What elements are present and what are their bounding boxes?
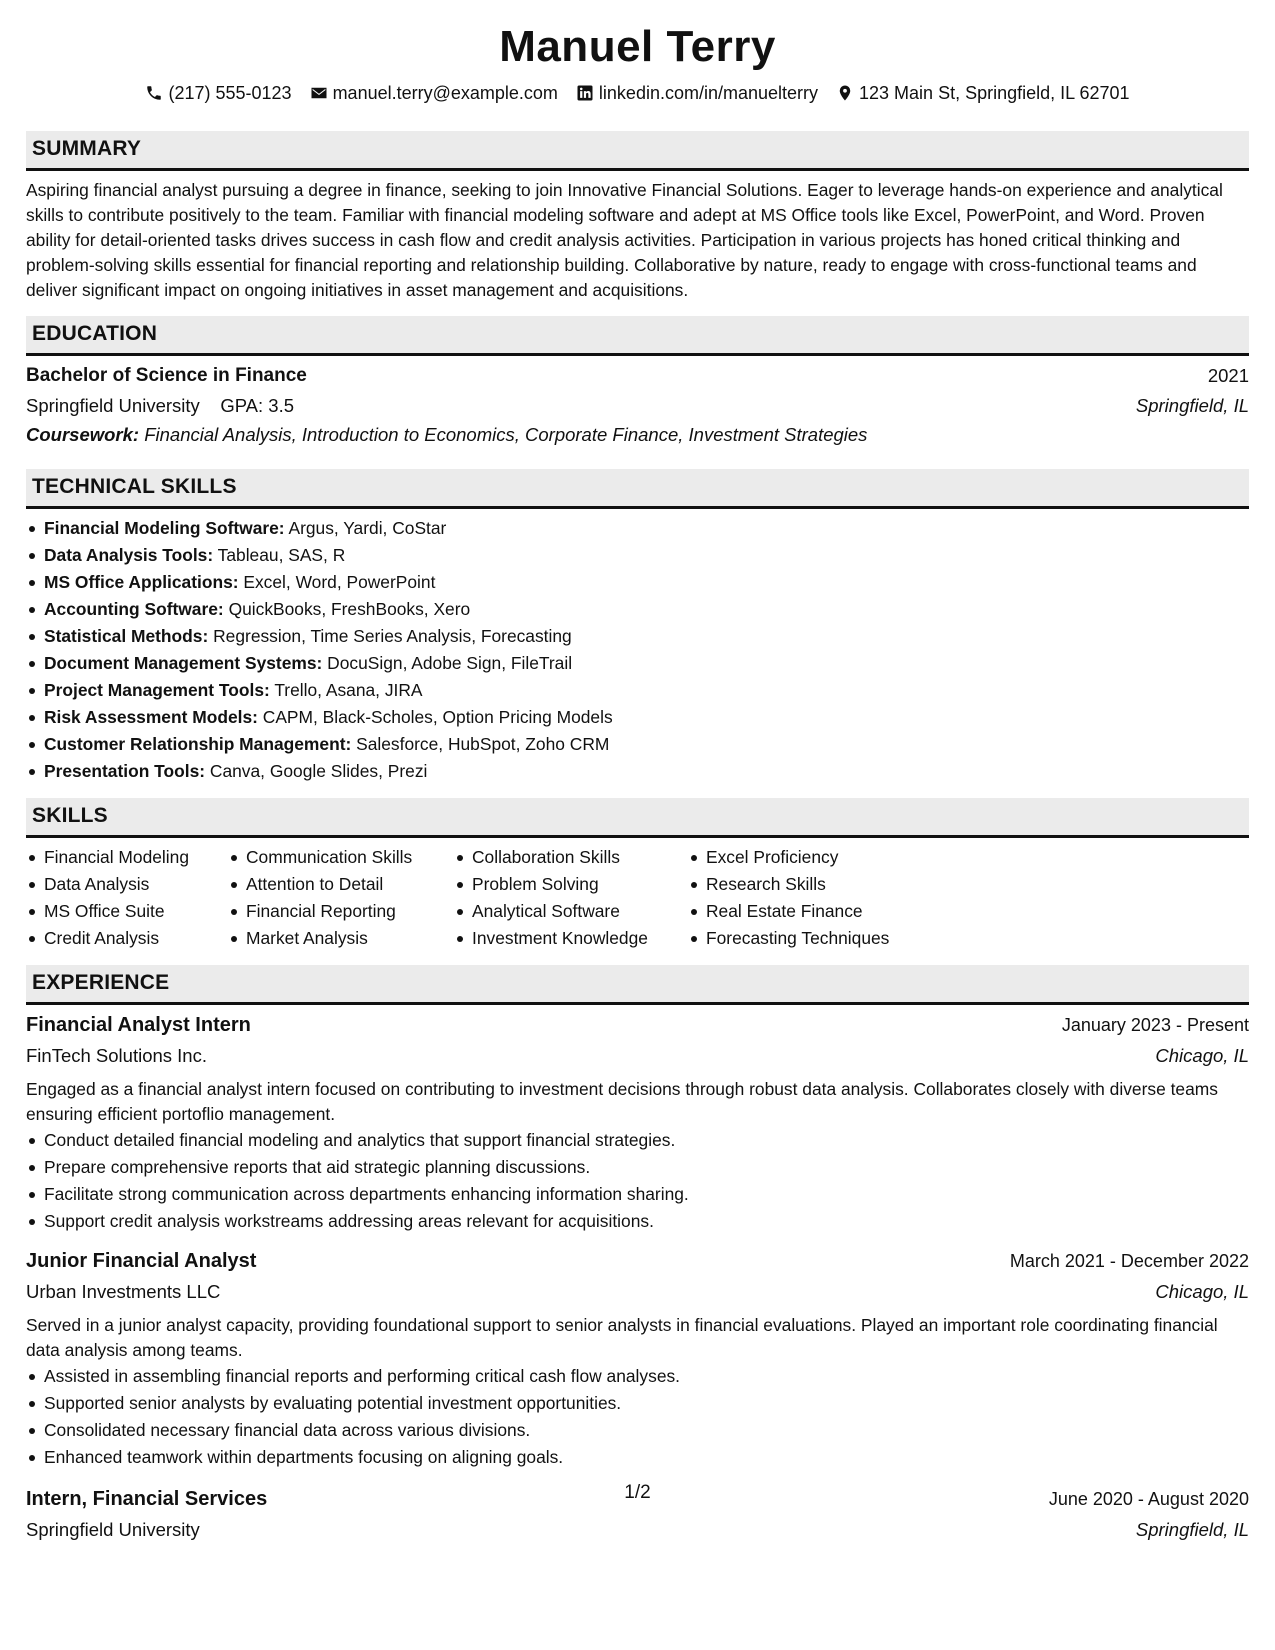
skill-item: Research Skills — [688, 871, 928, 898]
technical-skill-label: Document Management Systems: — [44, 653, 323, 673]
technical-skill-label: MS Office Applications: — [44, 572, 239, 592]
job-bullets — [26, 1363, 1249, 1471]
summary-text: Aspiring financial analyst pursuing a degree in finance, seeking to join Innovative Financial Solutions. Eager to leverage hands-on experience and analytical skills to contribute positively to the team. Familiar with financial modeling software and adept at MS Office tools like Excel, PowerPoint, and Word. Proven ability for detail-oriented tasks drives success in cash flow and credit analysis activities. Participation in various projects has honed critical thinking and problem-solving skills essential for financial reporting and relationship building. Collaborative by nature, ready to engage with cross-functional teams and deliver significant impact on ongoing initiatives in asset management and acquisitions. — [26, 180, 1223, 300]
linkedin-icon — [576, 84, 594, 102]
section-header-summary: SUMMARY — [26, 131, 1249, 171]
skill-item: Excel Proficiency — [688, 844, 928, 871]
gpa: GPA: 3.5 — [220, 394, 295, 416]
job-bullets — [26, 1127, 1249, 1235]
graduation-year: 2021 — [1207, 365, 1249, 386]
job-bullet: Consolidated necessary financial data across various divisions. — [26, 1417, 1249, 1444]
job-dates: June 2020 - August 2020 — [1048, 1488, 1249, 1509]
contact-phone[interactable] — [145, 83, 291, 104]
skill-item: Attention to Detail — [228, 871, 454, 898]
technical-skill-value: Excel, Word, PowerPoint — [243, 572, 436, 592]
skills-column — [688, 844, 928, 952]
job-location: Chicago, IL — [1155, 1045, 1249, 1066]
contact-address — [836, 83, 1130, 104]
technical-skill-item — [26, 623, 1249, 650]
technical-skill-label: Presentation Tools: — [44, 761, 206, 781]
technical-skill-item — [26, 758, 1249, 785]
envelope-icon — [310, 84, 328, 102]
job-bullet: Enhanced teamwork within departments focusing on aligning goals. — [26, 1444, 1249, 1471]
job-bullet: Facilitate strong communication across departments enhancing information sharing. — [26, 1181, 1249, 1208]
contact-linkedin[interactable] — [576, 83, 818, 104]
job-title: Financial Analyst Intern — [26, 1013, 251, 1036]
technical-skill-label: Data Analysis Tools: — [44, 545, 214, 565]
phone-icon — [145, 84, 163, 102]
section-header-education: EDUCATION — [26, 316, 1249, 356]
technical-skill-value: Trello, Asana, JIRA — [274, 680, 423, 700]
job-bullet: Prepare comprehensive reports that aid strategic planning discussions. — [26, 1154, 1249, 1181]
skill-item: Market Analysis — [228, 925, 454, 952]
degree-title: Bachelor of Science in Finance — [26, 365, 307, 386]
school-name: Springfield University — [26, 394, 200, 416]
skills-column — [228, 844, 454, 952]
technical-skill-label: Risk Assessment Models: — [44, 707, 258, 727]
skill-item: Financial Modeling — [26, 844, 228, 871]
job-location: Springfield, IL — [1135, 1519, 1249, 1540]
job-dates: January 2023 - Present — [1061, 1014, 1249, 1035]
job-description: Engaged as a financial analyst intern focused on contributing to investment decisions through robust data analysis. Collaborates closely with diverse teams ensuring efficient portoflio management. — [26, 1079, 1218, 1124]
technical-skill-label: Project Management Tools: — [44, 680, 270, 700]
technical-skill-value: QuickBooks, FreshBooks, Xero — [228, 599, 471, 619]
technical-skill-label: Accounting Software: — [44, 599, 224, 619]
phone-text: (217) 555-0123 — [168, 82, 292, 103]
skill-item: Financial Reporting — [228, 898, 454, 925]
skills-column — [26, 844, 228, 952]
technical-skill-item — [26, 650, 1249, 677]
skills-grid — [26, 844, 1249, 952]
job-bullet: Conduct detailed financial modeling and analytics that support financial strategies. — [26, 1127, 1249, 1154]
coursework-line — [26, 420, 1249, 450]
technical-skill-value: Salesforce, HubSpot, Zoho CRM — [356, 734, 610, 754]
technical-skill-item — [26, 515, 1249, 542]
technical-skill-item — [26, 677, 1249, 704]
skill-item: Real Estate Finance — [688, 898, 928, 925]
technical-skill-value: Canva, Google Slides, Prezi — [209, 761, 428, 781]
job-description: Served in a junior analyst capacity, providing foundational support to senior analysts in financial evaluations. Played an important role coordinating financial data analysis among teams. — [26, 1315, 1218, 1360]
technical-skill-item — [26, 731, 1249, 758]
technical-skill-label: Statistical Methods: — [44, 626, 209, 646]
job-company: FinTech Solutions Inc. — [26, 1045, 207, 1066]
job-bullet: Supported senior analysts by evaluating potential investment opportunities. — [26, 1390, 1249, 1417]
candidate-name: Manuel Terry — [499, 22, 776, 71]
technical-skills-list — [26, 515, 1249, 785]
skill-item: MS Office Suite — [26, 898, 228, 925]
technical-skill-value: Regression, Time Series Analysis, Forecasting — [213, 626, 572, 646]
technical-skill-value: CAPM, Black-Scholes, Option Pricing Models — [262, 707, 613, 727]
technical-skill-label: Financial Modeling Software: — [44, 518, 285, 538]
job-bullet: Assisted in assembling financial reports and performing critical cash flow analyses. — [26, 1363, 1249, 1390]
skill-item: Forecasting Techniques — [688, 925, 928, 952]
technical-skill-item — [26, 569, 1249, 596]
school-line — [26, 395, 294, 417]
job-title: Junior Financial Analyst — [26, 1249, 257, 1272]
skill-item: Data Analysis — [26, 871, 228, 898]
technical-skill-label: Customer Relationship Management: — [44, 734, 352, 754]
job-title: Intern, Financial Services — [26, 1487, 268, 1510]
coursework-label: Coursework: — [26, 424, 140, 445]
map-pin-icon — [836, 84, 854, 102]
coursework-list: Financial Analysis, Introduction to Economics, Corporate Finance, Investment Strategies — [144, 424, 868, 445]
job-company: Urban Investments LLC — [26, 1281, 221, 1302]
skill-item: Problem Solving — [454, 871, 688, 898]
school-location: Springfield, IL — [1135, 394, 1249, 416]
job-dates: March 2021 - December 2022 — [1009, 1250, 1249, 1271]
job-company: Springfield University — [26, 1519, 200, 1540]
job-entry — [26, 1009, 1249, 1235]
job-bullet: Support credit analysis workstreams addressing areas relevant for acquisitions. — [26, 1208, 1249, 1235]
contact-bar — [26, 78, 1249, 108]
address-text: 123 Main St, Springfield, IL 62701 — [859, 82, 1130, 103]
email-text: manuel.terry@example.com — [332, 82, 558, 103]
technical-skill-item — [26, 596, 1249, 623]
technical-skill-value: Argus, Yardi, CoStar — [288, 518, 447, 538]
contact-email[interactable] — [310, 83, 558, 104]
technical-skill-value: DocuSign, Adobe Sign, FileTrail — [327, 653, 573, 673]
skill-item: Collaboration Skills — [454, 844, 688, 871]
technical-skill-item — [26, 542, 1249, 569]
education-entry — [26, 361, 1249, 450]
skill-item: Investment Knowledge — [454, 925, 688, 952]
technical-skill-item — [26, 704, 1249, 731]
skill-item: Analytical Software — [454, 898, 688, 925]
skills-column — [454, 844, 688, 952]
page-number: 1/2 — [624, 1482, 651, 1503]
section-header-skills: SKILLS — [26, 798, 1249, 838]
section-header-technical-skills: TECHNICAL SKILLS — [26, 469, 1249, 509]
section-header-experience: EXPERIENCE — [26, 965, 1249, 1005]
skill-item: Communication Skills — [228, 844, 454, 871]
linkedin-text: linkedin.com/in/manuelterry — [598, 82, 819, 103]
technical-skill-value: Tableau, SAS, R — [217, 545, 346, 565]
job-entry — [26, 1245, 1249, 1471]
skill-item: Credit Analysis — [26, 925, 228, 952]
job-location: Chicago, IL — [1155, 1281, 1249, 1302]
